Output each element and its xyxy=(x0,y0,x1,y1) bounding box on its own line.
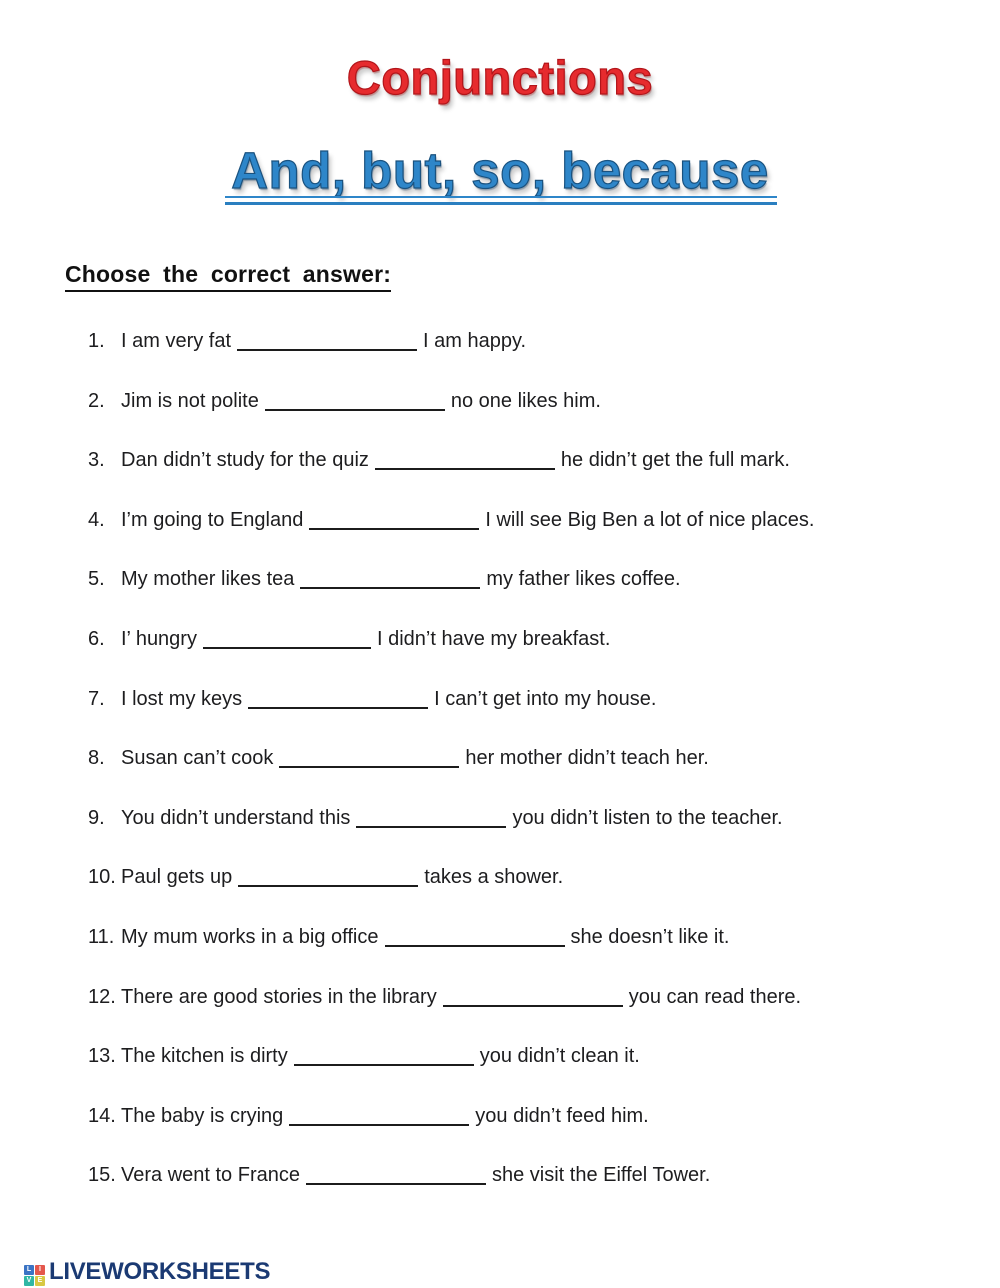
item-text-before: Vera went to France xyxy=(121,1164,300,1187)
item-number: 7. xyxy=(88,687,105,710)
item-number: 14. xyxy=(88,1104,116,1127)
answer-blank[interactable] xyxy=(443,1003,623,1007)
worksheet-item xyxy=(88,986,1000,1012)
item-text-after: her mother didn’t teach her. xyxy=(465,747,709,770)
item-text-before: Jim is not polite xyxy=(121,389,259,412)
worksheet-item xyxy=(88,568,1000,594)
brand-footer xyxy=(24,1258,270,1286)
worksheet-item xyxy=(88,330,1000,356)
item-text-before: I lost my keys xyxy=(121,687,243,710)
answer-blank[interactable] xyxy=(238,883,418,887)
worksheet-item xyxy=(88,449,1000,475)
instruction-heading: Choose the correct answer: xyxy=(65,261,391,292)
item-text-after: I can’t get into my house. xyxy=(434,687,657,710)
answer-blank[interactable] xyxy=(309,526,479,530)
item-text-before: Paul gets up xyxy=(121,866,233,889)
worksheet-item xyxy=(88,1105,1000,1131)
item-number: 15. xyxy=(88,1164,116,1187)
answer-blank[interactable] xyxy=(289,1122,469,1126)
answer-blank[interactable] xyxy=(203,645,371,649)
answer-blank[interactable] xyxy=(237,347,417,351)
answer-blank[interactable] xyxy=(279,764,459,768)
answer-blank[interactable] xyxy=(356,824,506,828)
item-text-before: I’m going to England xyxy=(121,508,304,531)
item-text-after: she doesn’t like it. xyxy=(570,925,730,948)
item-text-after: you can read there. xyxy=(628,985,802,1008)
worksheet-item xyxy=(88,747,1000,773)
item-number: 6. xyxy=(88,627,105,650)
item-text-before: Susan can’t cook xyxy=(121,747,274,770)
logo-square-i: I xyxy=(35,1265,45,1275)
page-subtitle: And, but, so, because xyxy=(231,145,769,205)
item-text-before: You didn’t understand this xyxy=(121,806,351,829)
worksheet-item xyxy=(88,866,1000,892)
answer-blank[interactable] xyxy=(294,1062,474,1066)
worksheet-item xyxy=(88,509,1000,535)
item-number: 11. xyxy=(88,925,115,948)
answer-blank[interactable] xyxy=(300,585,480,589)
item-number: 9. xyxy=(88,806,105,829)
worksheet-item xyxy=(88,390,1000,416)
worksheet-item xyxy=(88,1045,1000,1071)
subtitle-row xyxy=(0,142,1000,205)
title-row xyxy=(0,0,1000,104)
item-text-after: I will see Big Ben a lot of nice places. xyxy=(485,508,815,531)
item-text-after: you didn’t feed him. xyxy=(475,1104,649,1127)
worksheet-item xyxy=(88,628,1000,654)
page-title: Conjunctions xyxy=(346,51,654,104)
item-text-after: I didn’t have my breakfast. xyxy=(376,627,611,650)
item-text-before: My mum works in a big office xyxy=(121,925,379,948)
logo-square-v: V xyxy=(24,1276,34,1286)
item-text-before: I’ hungry xyxy=(121,627,197,650)
item-text-before: The kitchen is dirty xyxy=(121,1045,288,1068)
item-number: 3. xyxy=(88,449,105,472)
item-number: 2. xyxy=(88,389,105,412)
item-text-before: There are good stories in the library xyxy=(121,985,437,1008)
item-text-before: Dan didn’t study for the quiz xyxy=(121,449,369,472)
answer-blank[interactable] xyxy=(375,466,555,470)
item-text-after: you didn’t clean it. xyxy=(479,1045,640,1068)
item-number: 10. xyxy=(88,866,116,889)
item-text-before: I am very fat xyxy=(121,330,232,352)
item-number: 8. xyxy=(88,747,105,770)
item-number: 13. xyxy=(88,1045,116,1068)
instruction-row xyxy=(65,261,1000,292)
worksheet-item xyxy=(88,688,1000,714)
item-text-before: The baby is crying xyxy=(121,1104,284,1127)
logo-square-e: E xyxy=(35,1276,45,1286)
worksheet-item xyxy=(88,926,1000,952)
brand-name: LIVEWORKSHEETS xyxy=(49,1258,271,1285)
item-number: 4. xyxy=(88,508,105,531)
item-text-after: you didn’t listen to the teacher. xyxy=(512,806,783,829)
item-text-after: he didn’t get the full mark. xyxy=(560,449,790,472)
worksheet-item xyxy=(88,1164,1000,1190)
answer-blank[interactable] xyxy=(385,943,565,947)
item-text-after: my father likes coffee. xyxy=(486,568,681,591)
item-text-after: she visit the Eiffel Tower. xyxy=(491,1164,711,1187)
logo-square-l: L xyxy=(24,1265,34,1275)
item-text-before: My mother likes tea xyxy=(121,568,295,591)
answer-blank[interactable] xyxy=(248,705,428,709)
item-text-after: I am happy. xyxy=(423,330,527,352)
item-number: 12. xyxy=(88,985,116,1008)
worksheet-item xyxy=(88,807,1000,833)
item-text-after: no one likes him. xyxy=(450,389,601,412)
item-number: 1. xyxy=(88,330,105,352)
question-list xyxy=(0,330,1000,1190)
item-number: 5. xyxy=(88,568,105,591)
liveworksheets-logo-icon xyxy=(24,1265,45,1286)
answer-blank[interactable] xyxy=(306,1181,486,1185)
item-text-after: takes a shower. xyxy=(424,866,564,889)
answer-blank[interactable] xyxy=(265,407,445,411)
